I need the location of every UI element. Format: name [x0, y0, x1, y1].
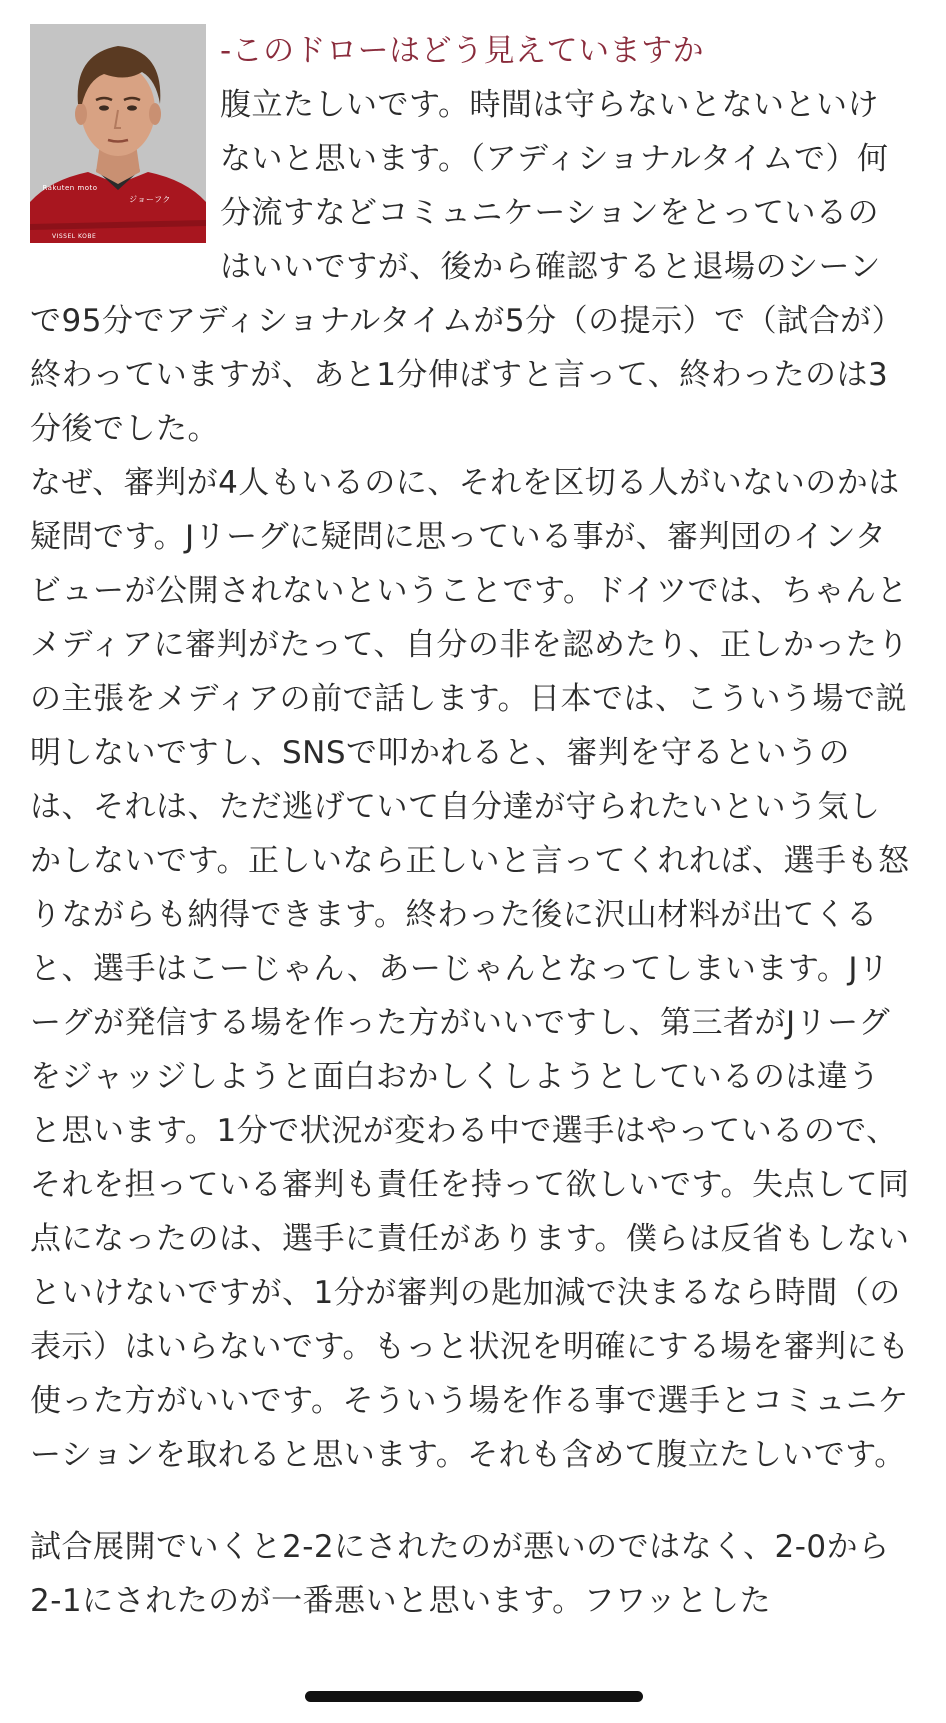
body-paragraph-3: 試合展開でいくと2-2にされたのが悪いのではなく、2-0から2-1にされたのが一番悪いと思います。フワッとした	[30, 1529, 890, 1619]
player-photo	[30, 24, 206, 243]
sponsor-right-text: ジョーフク	[129, 195, 171, 204]
home-indicator[interactable]	[305, 1691, 643, 1702]
jersey-text: VISSEL KOBE	[52, 233, 97, 240]
body-paragraph-2: なぜ、審判が4人もいるのに、それを区切る人がいないのかは疑問です。Jリーグに疑問に思っている事が、審判団のインタビューが公開されないということです。ドイツでは、ちゃんとメディアに審判がたって、自分の非を認めたり、正しかったりの主張をメディアの前で話します。日本では、こういう場で説明しないですし、SNSで叩かれると、審判を守るというのは、それは、ただ逃げていて自分達が守られたいという気しかしないです。正しいなら正しいと言ってくれれば、選手も怒りながらも納得できます。終わった後に沢山材料が出てくると、選手はこーじゃん、あーじゃんとなってしまいます。Jリーグが発信する場を作った方がいいですし、第三者がJリーグをジャッジしようと面白おかしくしようとしているのは違うと思います。1分で状況が変わる中で選手はやっているので、それを担っている審判も責任を持って欲しいです。失点して同点になったのは、選手に責任があります。僕らは反省もしないといけないですが、1分が審判の匙加減で決まるなら時間（の表示）はいらないです。もっと状況を明確にする場を審判にも使った方がいいです。そういう場を作る事で選手とコミュニケーションを取れると思います。それも含めて腹立たしいです。	[30, 465, 910, 1473]
sponsor-left-text: Rakuten moto	[42, 184, 98, 192]
paragraph-spacer	[30, 1482, 910, 1520]
player-portrait-icon	[30, 24, 206, 243]
answer-paragraph: 腹立たしいです。時間は守らないとないといけないと思います。（アディショナルタイムで）何分流すなどコミュニケーションをとっているのはいいですが、後から確認すると退場のシーンで95分でアディショナルタイムが5分（の提示）で（試合が）終わっていますが、あと1分伸ばすと言って、終わったのは3分後でした。	[30, 87, 904, 447]
question-heading: -このドローはどう見えていますか	[220, 33, 705, 69]
article	[30, 24, 910, 1628]
